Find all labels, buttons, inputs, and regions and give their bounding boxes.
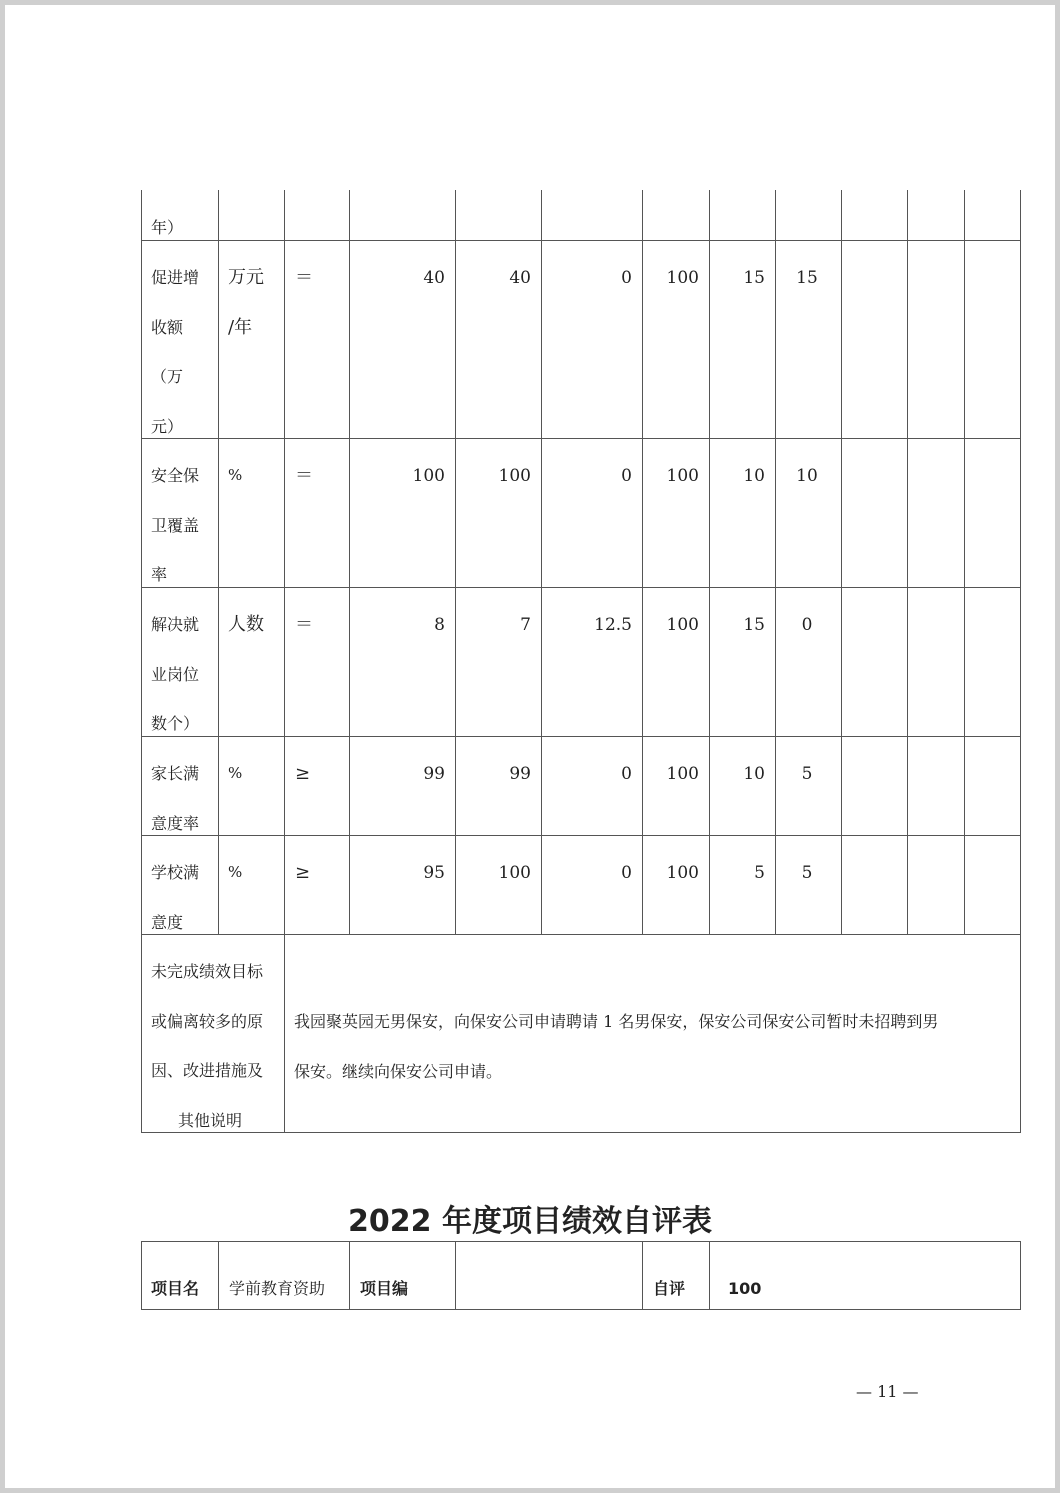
table-column-border [541, 190, 542, 934]
indicator-name-line: 数个） [151, 714, 200, 733]
self-eval-label: 自评 [653, 1279, 686, 1298]
target-value: 99 [423, 764, 445, 784]
deviation-value: 0 [621, 764, 632, 784]
indicator-name-line: 年） [151, 218, 184, 237]
project-name-label: 项目名 [151, 1279, 200, 1298]
table-column-border [964, 190, 965, 934]
project-info-border [709, 1241, 710, 1310]
unit-line: % [228, 863, 243, 881]
self-eval-value: 100 [728, 1279, 762, 1298]
actual-value: 100 [498, 863, 531, 883]
explanation-text-line: 我园聚英园无男保安，向保安公司申请聘请 1 名男保安，保安公司保安公司暂时未招聘到男 [294, 1012, 939, 1031]
project-info-border [349, 1241, 350, 1310]
weight-value: 10 [743, 764, 765, 784]
explanation-text-line: 保安。继续向保安公司申请。 [294, 1061, 503, 1081]
project-info-border [1020, 1241, 1021, 1310]
project-info-border [642, 1241, 643, 1310]
indicator-name-line: 意度率 [151, 813, 200, 833]
weight-value: 10 [743, 466, 765, 486]
project-info-border [141, 1241, 142, 1310]
operator-symbol: ＝ [295, 614, 313, 635]
table-column-border [1020, 934, 1021, 1133]
project-code-label: 项目编 [360, 1279, 409, 1298]
table-column-border [284, 934, 285, 1132]
indicator-name-line: 元） [151, 416, 184, 436]
actual-value: 100 [498, 466, 531, 486]
table-column-border [218, 190, 219, 934]
table-column-border [141, 934, 142, 1132]
indicator-name-line: 意度 [151, 912, 184, 932]
table-column-border [775, 190, 776, 934]
table-row-border [141, 934, 1021, 935]
table-row-border [141, 835, 1021, 836]
deviation-value: 0 [621, 863, 632, 883]
weight-value: 15 [743, 615, 765, 635]
table-row-border [141, 240, 1021, 241]
actual-value: 99 [509, 764, 531, 784]
unit-line: /年 [228, 316, 253, 338]
indicator-name-line: 率 [151, 565, 168, 584]
project-info-border [141, 1309, 1021, 1310]
score-value: 5 [801, 863, 813, 883]
indicator-name-line: 家长满 [151, 764, 200, 783]
weight-value: 5 [754, 863, 765, 883]
score-value: 0 [801, 615, 813, 635]
actual-value: 40 [509, 268, 531, 288]
unit-line: 人数 [228, 614, 264, 635]
operator-symbol: ＝ [295, 267, 313, 288]
table-bottom-border [141, 1132, 1021, 1133]
unit-line: 万元 [228, 267, 264, 288]
project-info-border [218, 1241, 219, 1310]
indicator-name-line: 业岗位 [151, 664, 200, 684]
weight-value: 15 [743, 268, 765, 288]
full-score-value: 100 [666, 466, 699, 486]
explanation-label-line: 其他说明 [178, 1110, 243, 1130]
actual-value: 7 [520, 615, 531, 635]
score-value: 5 [801, 764, 813, 784]
full-score-value: 100 [666, 615, 699, 635]
target-value: 100 [412, 466, 445, 486]
deviation-value: 0 [621, 466, 632, 486]
table-row-border [141, 736, 1021, 737]
indicator-name-line: （万 [151, 367, 184, 386]
table-column-border [455, 190, 456, 934]
full-score-value: 100 [666, 863, 699, 883]
table-column-border [349, 190, 350, 934]
indicator-name-line: 收额 [151, 317, 184, 337]
operator-symbol: ≥ [295, 862, 311, 883]
second-table-title: 2022 年度项目绩效自评表 [348, 1204, 712, 1239]
unit-line: % [228, 466, 243, 484]
target-value: 40 [423, 268, 445, 288]
table-column-border [284, 190, 285, 934]
target-value: 8 [434, 615, 445, 635]
indicator-name-line: 卫覆盖 [151, 515, 200, 535]
indicator-name-line: 促进增 [151, 268, 200, 287]
operator-symbol: ＝ [295, 465, 313, 486]
project-info-border [141, 1241, 1021, 1242]
table-column-border [841, 190, 842, 934]
explanation-label-line: 或偏离较多的原 [151, 1011, 264, 1031]
table-row-border [141, 587, 1021, 588]
full-score-value: 100 [666, 268, 699, 288]
table-column-border [642, 190, 643, 934]
project-name-value: 学前教育资助 [229, 1279, 326, 1298]
table-row-border [141, 438, 1021, 439]
operator-symbol: ≥ [295, 763, 311, 784]
table-column-border [1020, 190, 1021, 934]
deviation-value: 12.5 [594, 615, 632, 635]
project-info-border [455, 1241, 456, 1310]
deviation-value: 0 [621, 268, 632, 288]
page-number: — 11 — [856, 1382, 919, 1401]
indicator-name-line: 解决就 [151, 615, 200, 634]
explanation-label-line: 因、改进措施及 [151, 1061, 264, 1080]
indicator-name-line: 安全保 [151, 466, 200, 485]
full-score-value: 100 [666, 764, 699, 784]
table-column-border [709, 190, 710, 934]
target-value: 95 [423, 863, 445, 883]
score-value: 15 [796, 268, 818, 288]
indicator-name-line: 学校满 [151, 863, 200, 882]
unit-line: % [228, 764, 243, 782]
explanation-label-line: 未完成绩效目标 [151, 962, 264, 981]
table-column-border [141, 190, 142, 934]
table-column-border [907, 190, 908, 934]
score-value: 10 [796, 466, 818, 486]
